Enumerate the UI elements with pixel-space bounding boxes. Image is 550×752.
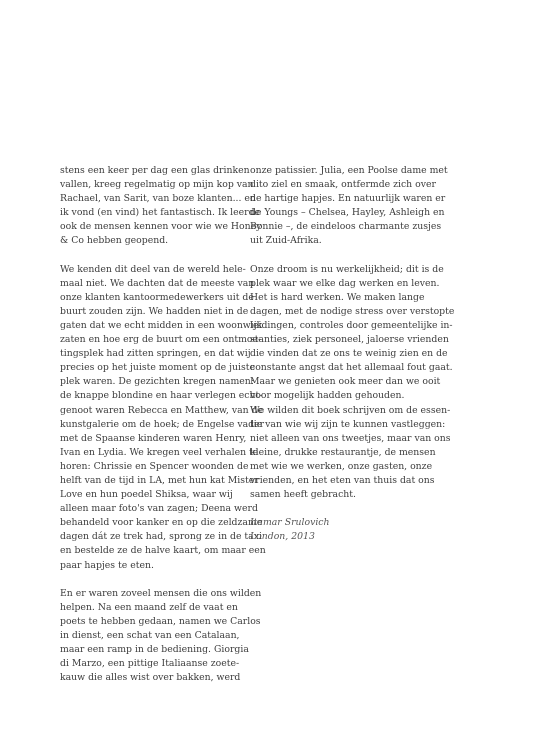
text-line: & Co hebben geopend. bbox=[60, 235, 169, 247]
text-line: Onze droom is nu werkelijkheid; dit is de bbox=[250, 263, 444, 275]
text-line: kauw die alles wist over bakken, werd bbox=[60, 672, 241, 684]
text-line: voor mogelijk hadden gehouden. bbox=[250, 390, 405, 402]
text-line: Rachael, van Sarit, van boze klanten... en bbox=[60, 193, 256, 205]
text-line: dagen dát ze trek had, sprong ze in de taxi bbox=[60, 531, 262, 543]
paragraph bbox=[60, 164, 262, 249]
text-line: ook de mensen kennen voor wie we Honey bbox=[60, 221, 262, 233]
text-line: zaten en hoe erg de buurt om een ontmoe- bbox=[60, 334, 262, 346]
signature-place-date: London, 2013 bbox=[250, 531, 315, 543]
text-line: met de Spaanse kinderen waren Henry, bbox=[60, 432, 247, 444]
text-line: maar een ramp in de bediening. Giorgia bbox=[60, 644, 249, 655]
text-line: plek waar we elke dag werken en leven. bbox=[250, 277, 440, 289]
text-line: helft van de tijd in LA, met hun kat Mister bbox=[60, 474, 259, 486]
text-line: vallen, kreeg regelmatig op mijn kop van bbox=[60, 179, 254, 191]
text-line: met wie we werken, onze gasten, onze bbox=[250, 460, 433, 472]
text-line: horen: Chrissie en Spencer woonden de bbox=[60, 460, 249, 472]
text-line: Het is hard werken. We maken lange bbox=[250, 291, 425, 303]
text-line: de hartige hapjes. En natuurlijk waren er bbox=[250, 193, 446, 205]
text-line: plek waren. De gezichten kregen namen: bbox=[60, 376, 254, 388]
text-line: kunstgalerie om de hoek; de Engelse vader bbox=[60, 418, 265, 430]
text-line: tingsplek had zitten springen, en dat wij bbox=[60, 348, 251, 360]
text-line: precies op het juiste moment op de juiste bbox=[60, 362, 255, 374]
text-line: buurt zouden zijn. We hadden niet in de bbox=[60, 305, 249, 317]
text-line: vrienden, en het eten van thuis dat ons bbox=[250, 474, 435, 486]
text-line: behandeld voor kanker en op die zeldzame bbox=[60, 517, 263, 529]
text-line: maal niet. We dachten dat de meeste van bbox=[60, 277, 255, 289]
text-line: gaten dat we echt midden in een woonwijk bbox=[60, 319, 263, 331]
text-line: die vinden dat ze ons te weinig zien en de bbox=[250, 348, 448, 360]
author-signature: Itamar Srulovich bbox=[250, 517, 330, 529]
text-line: stanties, ziek personeel, jaloerse vrienden bbox=[250, 334, 449, 346]
text-line: stens een keer per dag een glas drinken bbox=[60, 165, 250, 176]
paragraph bbox=[250, 164, 448, 249]
text-line: genoot waren Rebecca en Matthew, van de bbox=[60, 404, 264, 416]
text-line: en bestelde ze de halve kaart, om maar een bbox=[60, 545, 266, 557]
text-line: En er waren zoveel mensen die ons wilden bbox=[60, 587, 262, 599]
text-line: helpen. Na een maand zelf de vaat en bbox=[60, 601, 238, 613]
text-line: kleine, drukke restaurantje, de mensen bbox=[250, 446, 436, 458]
text-line: alleen maar foto's van zagen; Deena werd bbox=[60, 503, 258, 515]
text-line: dagen, met de nodige stress over verstopte bbox=[250, 305, 455, 317]
text-line: uit Zuid-Afrika. bbox=[250, 235, 322, 247]
text-line: We kenden dit deel van de wereld hele- bbox=[60, 263, 246, 275]
left-text-column bbox=[60, 164, 266, 685]
text-line: Maar we genieten ook meer dan we ooit bbox=[250, 376, 441, 388]
text-line: Ivan en Lydia. We kregen veel verhalen te bbox=[60, 446, 259, 458]
text-line: paar hapjes te eten. bbox=[60, 559, 154, 571]
text-line: Bonnie –, de eindeloos charmante zusjes bbox=[250, 221, 442, 233]
text-line: dito ziel en smaak, ontfermde zich over bbox=[250, 179, 436, 191]
paragraph bbox=[250, 263, 455, 503]
text-line: de Youngs – Chelsea, Hayley, Ashleigh en bbox=[250, 207, 445, 219]
text-line: leidingen, controles door gemeentelijke in- bbox=[250, 319, 453, 331]
right-text-column bbox=[250, 164, 455, 544]
paragraph bbox=[60, 263, 266, 573]
text-line: We wilden dit boek schrijven om de essen- bbox=[250, 404, 451, 416]
text-line: poets te hebben gedaan, namen we Carlos bbox=[60, 615, 261, 627]
text-line: di Marzo, een pittige Italiaanse zoete- bbox=[60, 658, 240, 670]
text-line: constante angst dat het allemaal fout gaat. bbox=[250, 362, 453, 374]
text-line: in dienst, een schat van een Catalaan, bbox=[60, 629, 240, 641]
paragraph bbox=[60, 587, 262, 686]
text-line: tie van wie wij zijn te kunnen vastleggen: bbox=[250, 418, 446, 430]
text-line: onze klanten kantoormedewerkers uit de bbox=[60, 291, 254, 303]
text-line: samen heeft gebracht. bbox=[250, 489, 356, 501]
text-line: ik vond (en vind) het fantastisch. Ik leerde bbox=[60, 207, 261, 219]
text-line: niet alleen van ons tweetjes, maar van ons bbox=[250, 432, 451, 444]
text-line: Love en hun poedel Shiksa, waar wij bbox=[60, 489, 233, 501]
text-line: de knappe blondine en haar verlegen echt- bbox=[60, 390, 263, 402]
text-line: onze patissier. Julia, een Poolse dame met bbox=[250, 165, 448, 176]
